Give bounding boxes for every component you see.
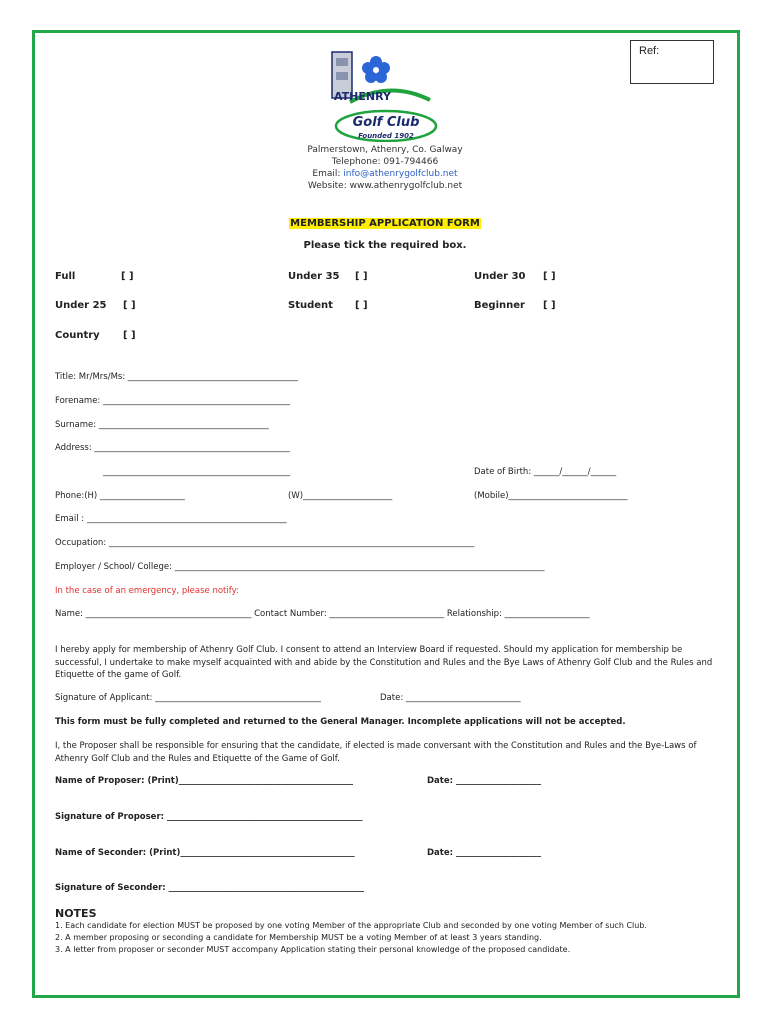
proposer-signature-field[interactable]: Signature of Proposer: ______________________________________________ [55, 812, 363, 822]
ref-label: Ref: [639, 45, 660, 57]
phone-mobile-field[interactable]: (Mobile)____________________________ [474, 491, 628, 501]
checkbox-student[interactable]: [ ] [355, 300, 368, 311]
occupation-field[interactable]: Occupation: ______________________________________________________________________________________ [55, 538, 475, 548]
logo-club-text: Golf Club [352, 115, 420, 130]
checkbox-beginner[interactable]: [ ] [543, 300, 556, 311]
category-full-label: Full [55, 271, 76, 282]
category-under25-label: Under 25 [55, 300, 107, 311]
note-item: 1. Each candidate for election MUST be proposed by one voting Member of the appropriate Club and seconded by one voting Member of such Club. [55, 921, 647, 930]
club-logo [330, 50, 440, 142]
address-field[interactable]: Address: ______________________________________________ [55, 443, 290, 453]
logo-block-detail [336, 58, 348, 66]
notes-heading: NOTES [55, 907, 97, 920]
email-link[interactable]: info@athenrygolfclub.net [343, 169, 458, 179]
logo-founded-text: Founded 1902 [358, 132, 414, 140]
telephone-line: Telephone: 091-794466 [331, 157, 439, 167]
seconder-signature-field[interactable]: Signature of Seconder: ______________________________________________ [55, 883, 365, 893]
applicant-signature-field[interactable]: Signature of Applicant: _______________________________________ [55, 693, 321, 703]
category-country-label: Country [55, 330, 100, 341]
date-of-birth-field[interactable]: Date of Birth: ______/______/______ [474, 467, 617, 477]
checkbox-under25[interactable]: [ ] [123, 300, 136, 311]
address-line: Palmerstown, Athenry, Co. Galway [307, 145, 463, 155]
declaration-text: I hereby apply for membership of Athenry Golf Club. I consent to attend an Interview Board if requested. Should my application for membership be successful, I undertake to make myself acquainted with and abide by the Constitution and Rules and the Bye Laws of Athenry Golf Club and the Rules and Etiquette of the game of Golf. [55, 645, 713, 680]
logo-block-detail [336, 72, 348, 80]
note-item: 2. A member proposing or seconding a candidate for Membership MUST be a voting Member of at least 3 years standing. [55, 933, 542, 942]
checkbox-country[interactable]: [ ] [123, 330, 136, 341]
surname-field[interactable]: Surname: ________________________________________ [55, 420, 269, 430]
form-title: MEMBERSHIP APPLICATION FORM [290, 218, 480, 229]
category-beginner-label: Beginner [474, 300, 525, 311]
form-title-row [0, 211, 770, 230]
employer-field[interactable]: Employer / School/ College: _______________________________________________________________________________________ [55, 562, 545, 572]
address-field-line2[interactable]: ____________________________________________ [103, 467, 290, 477]
ref-box[interactable] [630, 40, 714, 84]
seconder-date-field[interactable]: Date: ____________________ [427, 848, 541, 858]
checkbox-under30[interactable]: [ ] [543, 271, 556, 282]
emergency-contact-field[interactable]: Name: _______________________________________ Contact Number: ___________________________ Relationship: ____________________ [55, 609, 590, 619]
instruction-text: Please tick the required box. [303, 240, 467, 251]
category-student-label: Student [288, 300, 333, 311]
proposer-name-field[interactable]: Name of Proposer: (Print)_________________________________________ [55, 776, 353, 786]
category-under35-label: Under 35 [288, 271, 340, 282]
emergency-heading: In the case of an emergency, please notify: [55, 586, 239, 596]
logo-name-text: ATHENRY [334, 90, 391, 103]
proposer-date-field[interactable]: Date: ____________________ [427, 776, 541, 786]
forename-field[interactable]: Forename: ____________________________________________ [55, 396, 290, 406]
completion-note: This form must be fully completed and returned to the General Manager. Incomplete applications will not be accepted. [55, 717, 626, 727]
seconder-name-field[interactable]: Name of Seconder: (Print)_________________________________________ [55, 848, 355, 858]
logo-graphic [330, 50, 440, 142]
proposer-statement: I, the Proposer shall be responsible for ensuring that the candidate, if elected is made conversant with the Constitution and Rules and the Bye-Laws of Athenry Golf Club and the Rules and Etiquette of the Game of Golf. [55, 741, 697, 764]
email-line [0, 169, 770, 179]
applicant-date-field[interactable]: Date: ___________________________ [380, 693, 521, 703]
email-label: Email: [312, 169, 344, 179]
flower-icon [362, 56, 390, 83]
phone-work-field[interactable]: (W)_____________________ [288, 491, 393, 501]
phone-home-field[interactable]: Phone:(H) ____________________ [55, 491, 185, 501]
checkbox-under35[interactable]: [ ] [355, 271, 368, 282]
title-field[interactable]: Title: Mr/Mrs/Ms: ________________________________________ [55, 372, 298, 382]
category-under30-label: Under 30 [474, 271, 526, 282]
checkbox-full[interactable]: [ ] [121, 271, 134, 282]
note-item: 3. A letter from proposer or seconder MUST accompany Application stating their personal knowledge of the proposed candidate. [55, 945, 571, 954]
email-field[interactable]: Email : _______________________________________________ [55, 514, 287, 524]
website-line: Website: www.athenrygolfclub.net [307, 181, 463, 191]
